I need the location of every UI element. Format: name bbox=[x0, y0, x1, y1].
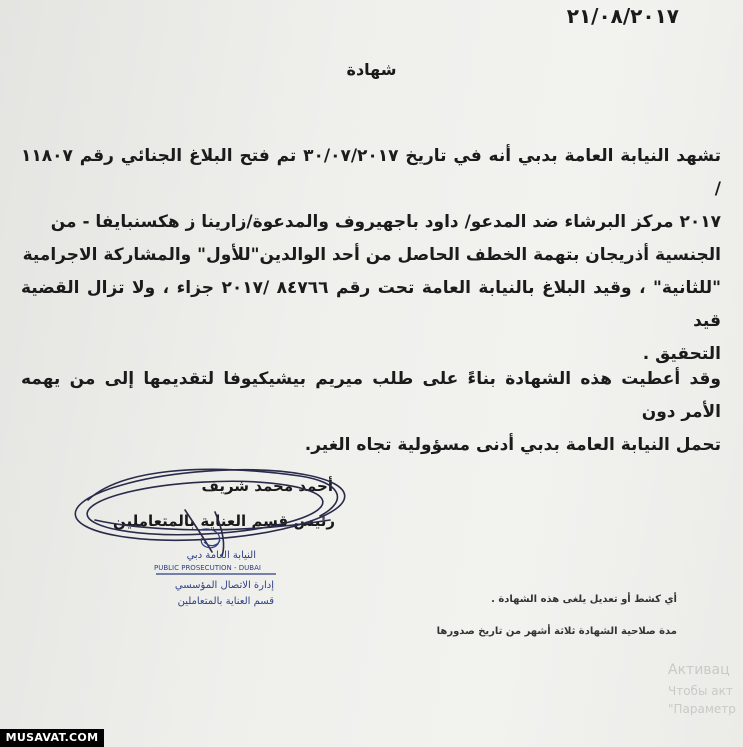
os-activation-watermark-line2: Чтобы акт bbox=[668, 684, 733, 698]
body-line: الجنسية أذريجان بتهمة الخطف الحاصل من أحد الوالدين"للأول" والمشاركة الاجرامية bbox=[22, 245, 721, 265]
body-line: التحقيق . bbox=[642, 344, 721, 364]
document-title: شهادة bbox=[346, 60, 397, 79]
os-activation-watermark-line3: "Параметр bbox=[668, 702, 736, 716]
stamp-dept-line1: إدارة الاتصال المؤسسي bbox=[174, 580, 274, 591]
os-activation-watermark-line1: Активац bbox=[668, 662, 730, 678]
signatory-position: رئيس قسم العناية بالمتعاملين bbox=[112, 512, 335, 530]
certificate-body bbox=[21, 140, 721, 371]
validity-note: مدة صلاحية الشهادة ثلاثة أشهر من تاريخ صدورها bbox=[436, 626, 677, 637]
stamp-org-en: PUBLIC PROSECUTION - DUBAI bbox=[154, 564, 261, 572]
closing-line: تحمل النيابة العامة بدبي أدنى مسؤولية تجاه الغير. bbox=[304, 435, 721, 455]
stamp-org-ar: النيابة العامة دبي bbox=[186, 550, 256, 561]
body-line: تشهد النيابة العامة بدبي أنه في تاريخ ٣٠/٠٧/٢٠١٧ تم فتح البلاغ الجنائي رقم ١١٨٠٧ / bbox=[21, 146, 721, 199]
stamp-dept-line2: قسم العناية بالمتعاملين bbox=[177, 596, 274, 607]
closing-line: وقد أعطيت هذه الشهادة بناءً على طلب ميريم بيشيكيوفا لتقديمها إلى من يهمه الأمر دون bbox=[21, 369, 721, 422]
site-logo: MUSAVAT.COM bbox=[0, 729, 104, 747]
official-stamp bbox=[152, 528, 280, 618]
certificate-closing bbox=[21, 363, 721, 462]
signatory-name: أحمد محمد شريف bbox=[201, 477, 333, 495]
erasure-note: أي كشط أو تعديل يلغى هذه الشهادة . bbox=[491, 594, 677, 605]
body-line: ٢٠١٧ مركز البرشاء ضد المدعو/ داود باجهيروف والمدعوة/زارينا ز هكسنبايفا - من bbox=[50, 212, 721, 232]
document-date: ٢١/٠٨/٢٠١٧ bbox=[566, 4, 679, 28]
body-line: "للثانية" ، وقيد البلاغ بالنيابة العامة تحت رقم ٨٤٧٦٦ /٢٠١٧ جزاء ، ولا تزال القضية قيد bbox=[21, 278, 721, 331]
